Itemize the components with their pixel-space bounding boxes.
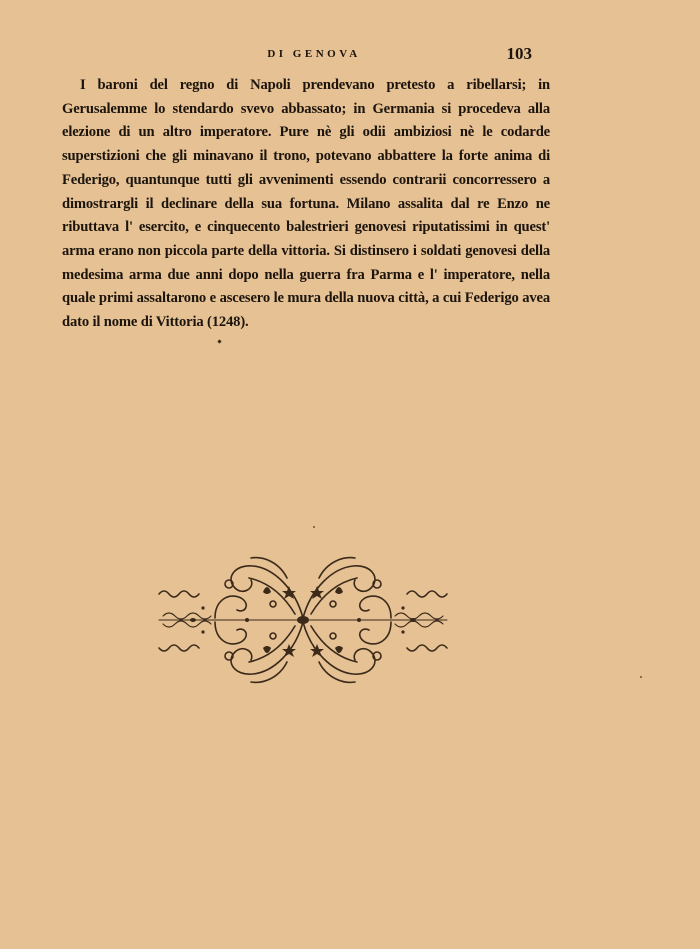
ink-speck	[217, 339, 221, 343]
ink-speck	[640, 676, 642, 678]
running-title: DI GENOVA	[267, 48, 361, 60]
page-number: 103	[506, 44, 532, 63]
running-head	[62, 44, 540, 64]
body-paragraph: I baroni del regno di Napoli prendevano pretesto a ribellarsi; in Gerusalemme lo stendardo svevo abbassato; in Germania si procedeva alla elezione di un altro imperatore. Pure nè gli odii ambiziosi nè le codarde superstizioni che gli minavano il trono, potevano abbattere la forte anima di Federigo, quantunque tutti gli avvenimenti essendo contrarii concorressero a dimostrargli il declinare della sua fortuna. Milano assalita dal re Enzo ne ributtava l' esercito, e cinquecento balestrieri genovesi riputatissimi in quest' arma erano non piccola parte della vittoria. Si distinsero i soldati genovesi della medesima arma due anni dopo nella guerra fra Parma e l' imperatore, nella quale primi assaltarono e ascesero le mura della nuova città, a cui Federigo avea dato il nome di Vittoria (1248).	[62, 77, 550, 331]
floral-scroll-ornament-icon	[155, 548, 451, 688]
ink-speck	[313, 526, 315, 528]
